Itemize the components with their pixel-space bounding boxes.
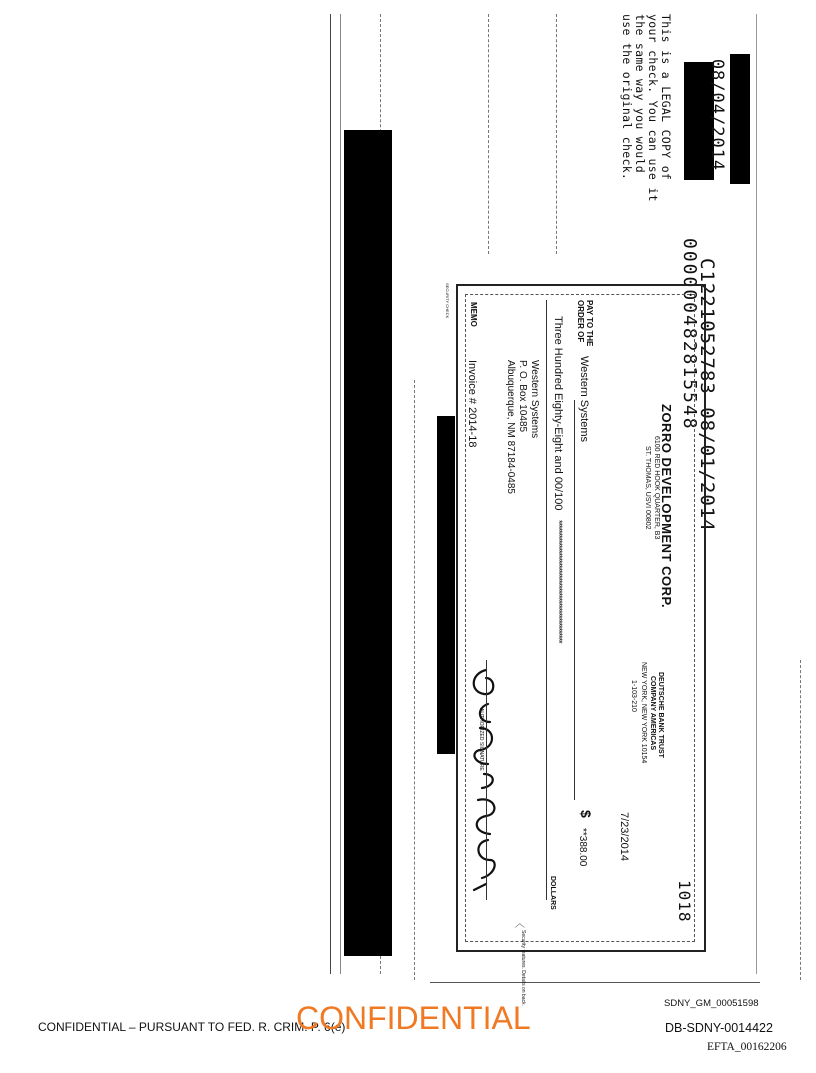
bates-number: SDNY_GM_00051598 xyxy=(664,998,759,1009)
scan-line xyxy=(414,380,415,980)
scan-line xyxy=(330,14,331,974)
company-address-line: ST. THOMAS, USVI 00802 xyxy=(644,446,651,530)
check-number: 1018 xyxy=(675,880,694,923)
dollars-label: DOLLARS xyxy=(549,876,556,910)
scan-line xyxy=(756,14,757,974)
payee-address-line: Albuquerque, NM 87184-0485 xyxy=(505,360,516,494)
amount-in-words: Three Hundred Eighty-Eight and 00/100 xyxy=(552,316,564,511)
bank-name: DEUTSCHE BANK TRUST xyxy=(657,672,664,758)
payee-name: Western Systems xyxy=(578,356,590,442)
redaction-block xyxy=(730,54,750,184)
order-of-label: ORDER OF xyxy=(576,300,585,343)
check-date: 7/23/2014 xyxy=(618,812,630,861)
bank-name: COMPANY AMERICAS xyxy=(649,676,656,751)
confidential-stamp: CONFIDENTIAL xyxy=(296,1000,531,1036)
company-address-line: 6100 RED HOOK QUARTER, B3 xyxy=(653,436,660,540)
pay-to-label: PAY TO THE xyxy=(585,300,594,347)
company-name: ZORRO DEVELOPMENT CORP. xyxy=(659,404,674,609)
scan-line xyxy=(800,660,801,980)
scan-line xyxy=(556,14,557,254)
redaction-block xyxy=(437,416,455,754)
amount-line xyxy=(546,300,547,900)
check-amount: **388.00 xyxy=(577,828,588,867)
payee-line xyxy=(574,400,575,800)
check-brand: SECURITY CHECK xyxy=(445,283,450,319)
memo-label: MEMO xyxy=(469,302,478,327)
dollar-sign: $ xyxy=(578,810,594,818)
lock-icon: 〈 xyxy=(513,918,524,928)
memo-value: Invoice # 2014-18 xyxy=(466,360,478,448)
bottom-rule xyxy=(430,982,760,983)
bates-number: DB-SDNY-0014422 xyxy=(665,1021,773,1035)
micr-line: C1221052783 08/01/2014 xyxy=(696,258,718,532)
stamp-date-wrap xyxy=(702,40,732,190)
amount-fill-stars: ************************************************* xyxy=(554,520,564,643)
scan-line xyxy=(488,14,489,254)
bank-routing: 1-103-210 xyxy=(630,680,637,712)
security-note: Security features. Details on back. xyxy=(520,930,526,1006)
efta-number: EFTA_00162206 xyxy=(707,1041,787,1053)
sequence-number: 000000482815548 xyxy=(679,238,700,431)
bank-city: NEW YORK, NEW YORK 10154 xyxy=(640,662,647,764)
payee-address-line: P. O. Box 10485 xyxy=(517,360,528,433)
signature-label: AUTHORIZED SIGNATURE xyxy=(478,708,484,771)
legal-notice xyxy=(608,14,684,214)
payee-address-line: Western Systems xyxy=(529,360,540,439)
legal-notice-text: This is a LEGAL COPY of your check. You can use it the same way you would use the original check. xyxy=(620,14,673,202)
signature-line xyxy=(486,660,487,900)
scan-line xyxy=(340,14,341,974)
stamp-date: 08/04/2014 xyxy=(707,58,727,172)
confidential-notice: CONFIDENTIAL – PURSUANT TO FED. R. CRIM. P. 6(e) xyxy=(38,1020,346,1034)
redaction-block xyxy=(344,130,392,956)
